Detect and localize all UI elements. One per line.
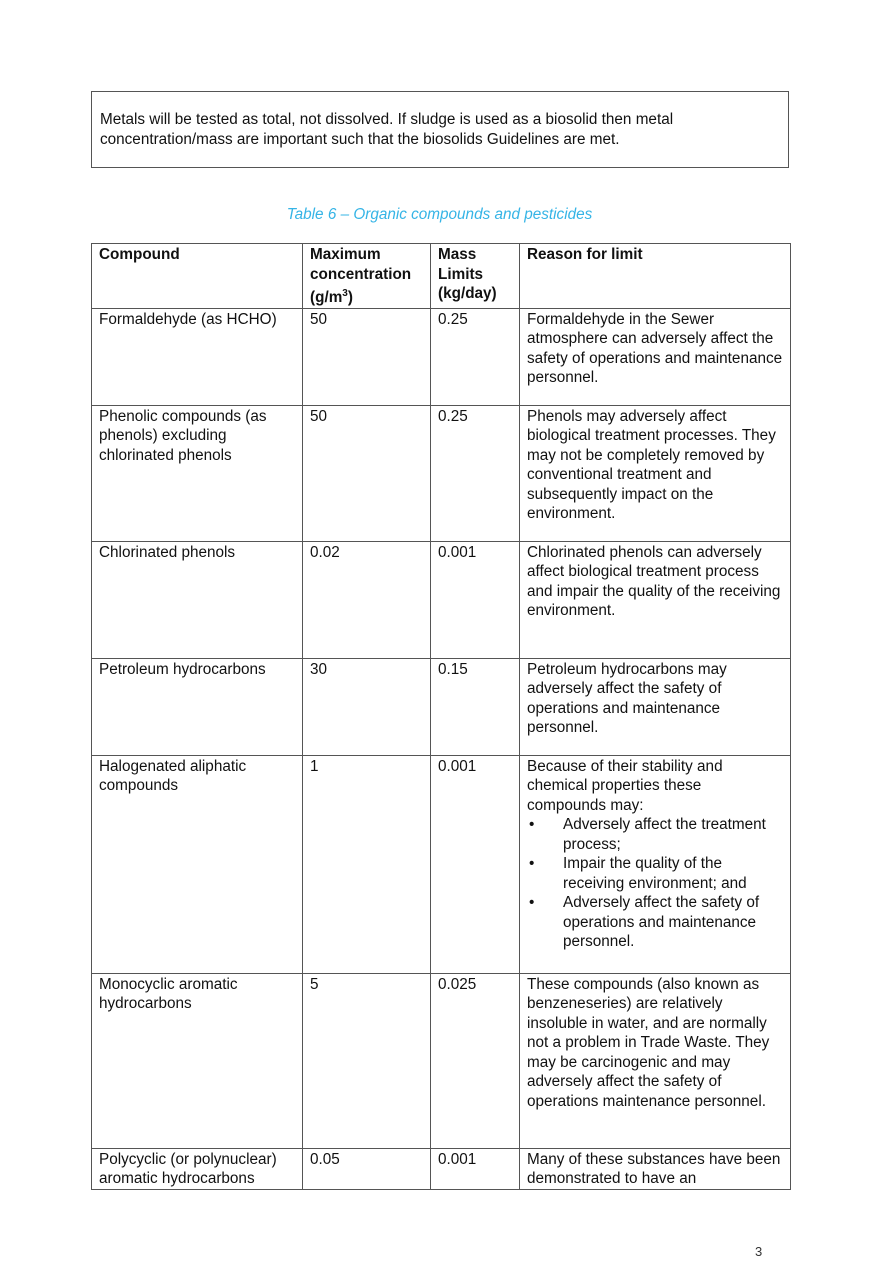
cell-compound: Polycyclic (or polynuclear) aromatic hydrocarbons (92, 1148, 303, 1189)
cell-mass-limit: 0.25 (431, 405, 520, 541)
cell-compound: Formaldehyde (as HCHO) (92, 308, 303, 405)
note-text: Metals will be tested as total, not dissolved. If sludge is used as a biosolid then metal concentration/mass are important such that the biosolids Guidelines are met. (100, 111, 674, 148)
bullet-item: • Impair the quality of the receiving environment; and (527, 854, 783, 893)
cell-max-concentration: 50 (303, 405, 431, 541)
table-row (92, 308, 791, 405)
cell-compound: Phenolic compounds (as phenols) excluding chlorinated phenols (92, 405, 303, 541)
table-header-row (92, 244, 791, 309)
bullet-item: • Adversely affect the safety of operations and maintenance personnel. (527, 893, 783, 952)
cell-max-concentration: 1 (303, 755, 431, 973)
organic-compounds-table (91, 243, 791, 1190)
table-row (92, 541, 791, 658)
cell-compound: Petroleum hydrocarbons (92, 658, 303, 755)
table-row (92, 973, 791, 1148)
header-mass-limits: Mass Limits (kg/day) (431, 244, 520, 309)
cell-reason: These compounds (also known as benzeneseries) are relatively insoluble in water, and are normally not a problem in Trade Waste. They may be carcinogenic and may adversely affect the safety of operations maintenance personnel. (520, 973, 791, 1148)
cell-max-concentration: 0.05 (303, 1148, 431, 1189)
cell-mass-limit: 0.001 (431, 541, 520, 658)
cell-max-concentration: 0.02 (303, 541, 431, 658)
table-row (92, 658, 791, 755)
table-row (92, 1148, 791, 1189)
cell-mass-limit: 0.15 (431, 658, 520, 755)
header-compound: Compound (92, 244, 303, 309)
cell-reason: Many of these substances have been demonstrated to have an (520, 1148, 791, 1189)
cell-compound: Chlorinated phenols (92, 541, 303, 658)
cell-mass-limit: 0.001 (431, 755, 520, 973)
cell-reason (520, 755, 791, 973)
note-box (91, 91, 789, 168)
cell-mass-limit: 0.025 (431, 973, 520, 1148)
cell-mass-limit: 0.25 (431, 308, 520, 405)
cell-max-concentration: 5 (303, 973, 431, 1148)
cell-max-concentration: 50 (303, 308, 431, 405)
cell-compound: Halogenated aliphatic compounds (92, 755, 303, 973)
cell-mass-limit: 0.001 (431, 1148, 520, 1189)
cell-reason: Formaldehyde in the Sewer atmosphere can adversely affect the safety of operations and maintenance personnel. (520, 308, 791, 405)
bullet-item: • Adversely affect the treatment process; (527, 815, 783, 854)
cell-max-concentration: 30 (303, 658, 431, 755)
header-max-concentration: Maximum concentration $(g/m^3)$ (303, 244, 431, 309)
table-row (92, 755, 791, 973)
table-row (92, 405, 791, 541)
cell-reason: Petroleum hydrocarbons may adversely affect the safety of operations and maintenance personnel. (520, 658, 791, 755)
cell-compound: Monocyclic aromatic hydrocarbons (92, 973, 303, 1148)
table-caption: Table 6 – Organic compounds and pesticides (286, 206, 593, 223)
header-reason: Reason for limit (520, 244, 791, 309)
page-number: 3 (755, 1244, 763, 1259)
cell-reason: Chlorinated phenols can adversely affect biological treatment process and impair the quality of the receiving environment. (520, 541, 791, 658)
reason-bullet-list (527, 815, 783, 952)
cell-reason: Phenols may adversely affect biological treatment processes. They may not be completely removed by conventional treatment and subsequently impact on the environment. (520, 405, 791, 541)
reason-intro: Because of their stability and chemical properties these compounds may: (527, 757, 723, 814)
